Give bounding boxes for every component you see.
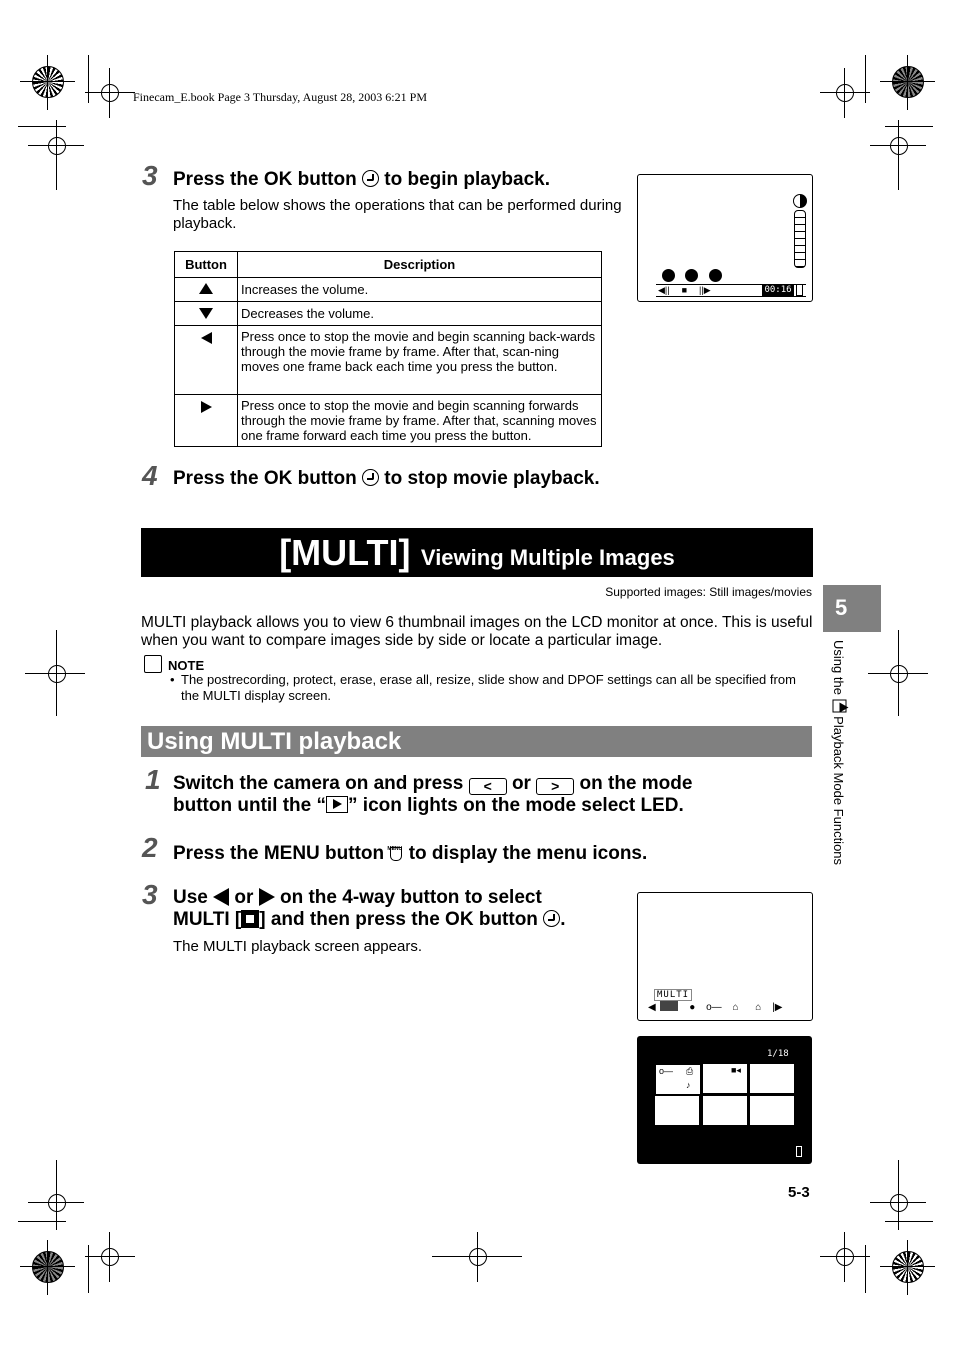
step-number: 4 [142, 460, 158, 491]
multi-icon [241, 910, 259, 928]
crosshair-icon [469, 1248, 487, 1266]
crosshair-icon [101, 84, 119, 102]
step-number: 3 [142, 160, 158, 191]
menu-screen [637, 892, 813, 1021]
crosshair-icon [836, 1248, 854, 1266]
crop-mark-icon [892, 66, 924, 98]
table-row: Increases the volume. [175, 278, 602, 302]
playback-mode-icon [833, 699, 847, 712]
protect-icon: o— [706, 1002, 722, 1013]
thumbnail [703, 1064, 747, 1093]
banner-title: [MULTI] [279, 532, 411, 573]
note-icon [144, 655, 162, 673]
battery-icon [796, 284, 803, 296]
crosshair-icon [48, 137, 66, 155]
step-title: Press the OK button to begin playback. [173, 169, 551, 190]
crosshair-icon [836, 84, 854, 102]
crosshair-icon [48, 1194, 66, 1212]
playback-mode-icon [326, 796, 348, 813]
up-triangle-icon [199, 283, 213, 294]
volume-icon [793, 194, 807, 208]
left-arrow-icon [213, 888, 229, 906]
print-icon: ⎙ [686, 1066, 694, 1076]
time-counter: 00:16 [762, 284, 794, 296]
microphone-icon: ● [689, 1002, 696, 1013]
playback-control-bar: ◀|| ■ ||▶ [656, 284, 806, 297]
crop-mark-icon [892, 1251, 924, 1283]
crosshair-icon [890, 665, 908, 683]
ok-button-icon [543, 910, 560, 927]
menu-label: MULTI [654, 989, 692, 1001]
section-heading: Using MULTI playback [141, 726, 812, 757]
note-text: The postrecording, protect, erase, erase all, resize, slide show and DPOF settings can all be specified from the MULTI display screen. [181, 672, 796, 703]
step-title: Use or on the 4-way button to select MULTI [ ] and then press the OK button . [173, 887, 566, 930]
step-title: Press the MENU button MENU to display the menu icons. [173, 843, 648, 864]
battery-icon [796, 1146, 802, 1157]
step-title: Press the OK button to stop movie playback. [173, 468, 600, 489]
right-arrow-icon [259, 888, 275, 906]
playback-screen [637, 174, 813, 302]
left-arrow-icon: ◀ [648, 1002, 656, 1013]
step-description: The table below shows the operations that can be performed during playback. [173, 197, 622, 232]
thumbnail [655, 1096, 699, 1125]
crop-mark-icon [32, 1251, 64, 1283]
erase-icon: ⌂ [732, 1002, 739, 1013]
thumbnail [750, 1064, 794, 1093]
menu-icon-bar [648, 1001, 806, 1014]
ok-button-icon [362, 469, 379, 486]
menu-button-icon: MENU [389, 841, 403, 863]
side-running-title: Using the Playback Mode Functions [831, 640, 846, 866]
key-icon: o— [659, 1066, 674, 1076]
down-triangle-icon [199, 308, 213, 319]
crosshair-icon [101, 1248, 119, 1266]
banner-subtitle: Viewing Multiple Images [420, 545, 675, 570]
thumbnail [703, 1096, 747, 1125]
note-bullet: • [170, 672, 175, 687]
thumbnail [655, 1064, 701, 1095]
left-key-icon: < [469, 778, 507, 795]
scan-forward-icon [709, 269, 722, 282]
chapter-tab: 5 [823, 585, 881, 632]
step-description: The MULTI playback screen appears. [173, 938, 423, 955]
supported-images: Supported images: Still images/movies [605, 585, 812, 599]
thumbnail [750, 1096, 794, 1125]
crosshair-icon [890, 1194, 908, 1212]
right-triangle-icon [201, 401, 212, 413]
step-number: 2 [142, 832, 158, 863]
left-triangle-icon [201, 332, 212, 344]
crop-mark-icon [32, 66, 64, 98]
multi-screen [637, 1036, 812, 1164]
image-counter: 1/18 [767, 1049, 789, 1059]
print-header: Finecam_E.book Page 3 Thursday, August 28, 2003 6:21 PM [133, 90, 427, 104]
step-number: 1 [145, 764, 161, 795]
erase-all-icon: ⌂ [755, 1002, 762, 1013]
table-row: Press once to stop the movie and begin scanning back-wards through the movie frame by frame. After that, scan-ning moves one frame back each time you press the button. [175, 326, 602, 395]
page-number: 5-3 [788, 1184, 810, 1201]
intro-paragraph: MULTI playback allows you to view 6 thumbnail images on the LCD monitor at once. This is useful when you want to compare images side by side or locate a particular image. [141, 614, 813, 649]
table-header: Button [175, 252, 238, 278]
crosshair-icon [890, 137, 908, 155]
right-arrow-icon: |▶ [772, 1002, 783, 1013]
section-banner [141, 528, 813, 577]
note-label: NOTE [168, 658, 205, 673]
right-key-icon: > [536, 778, 574, 795]
step-title: Switch the camera on and press < or > on the mode button until the “ ” icon lights on the mode select LED. [173, 773, 693, 816]
volume-bar [794, 210, 806, 268]
multi-icon [660, 1001, 678, 1011]
operations-table [174, 251, 602, 447]
table-header: Description [238, 252, 602, 278]
ok-button-icon [362, 170, 379, 187]
step-number: 3 [142, 879, 158, 910]
ok-icon [685, 269, 698, 282]
crosshair-icon [48, 665, 66, 683]
voice-memo-icon: ♪ [686, 1080, 691, 1090]
table-row: Press once to stop the movie and begin scanning forwards through the movie frame by frame. After that, scanning moves one frame forward each time you press the button. [175, 395, 602, 447]
movie-icon: ■◂ [731, 1065, 741, 1075]
table-row: Decreases the volume. [175, 302, 602, 326]
scan-back-icon [662, 269, 675, 282]
